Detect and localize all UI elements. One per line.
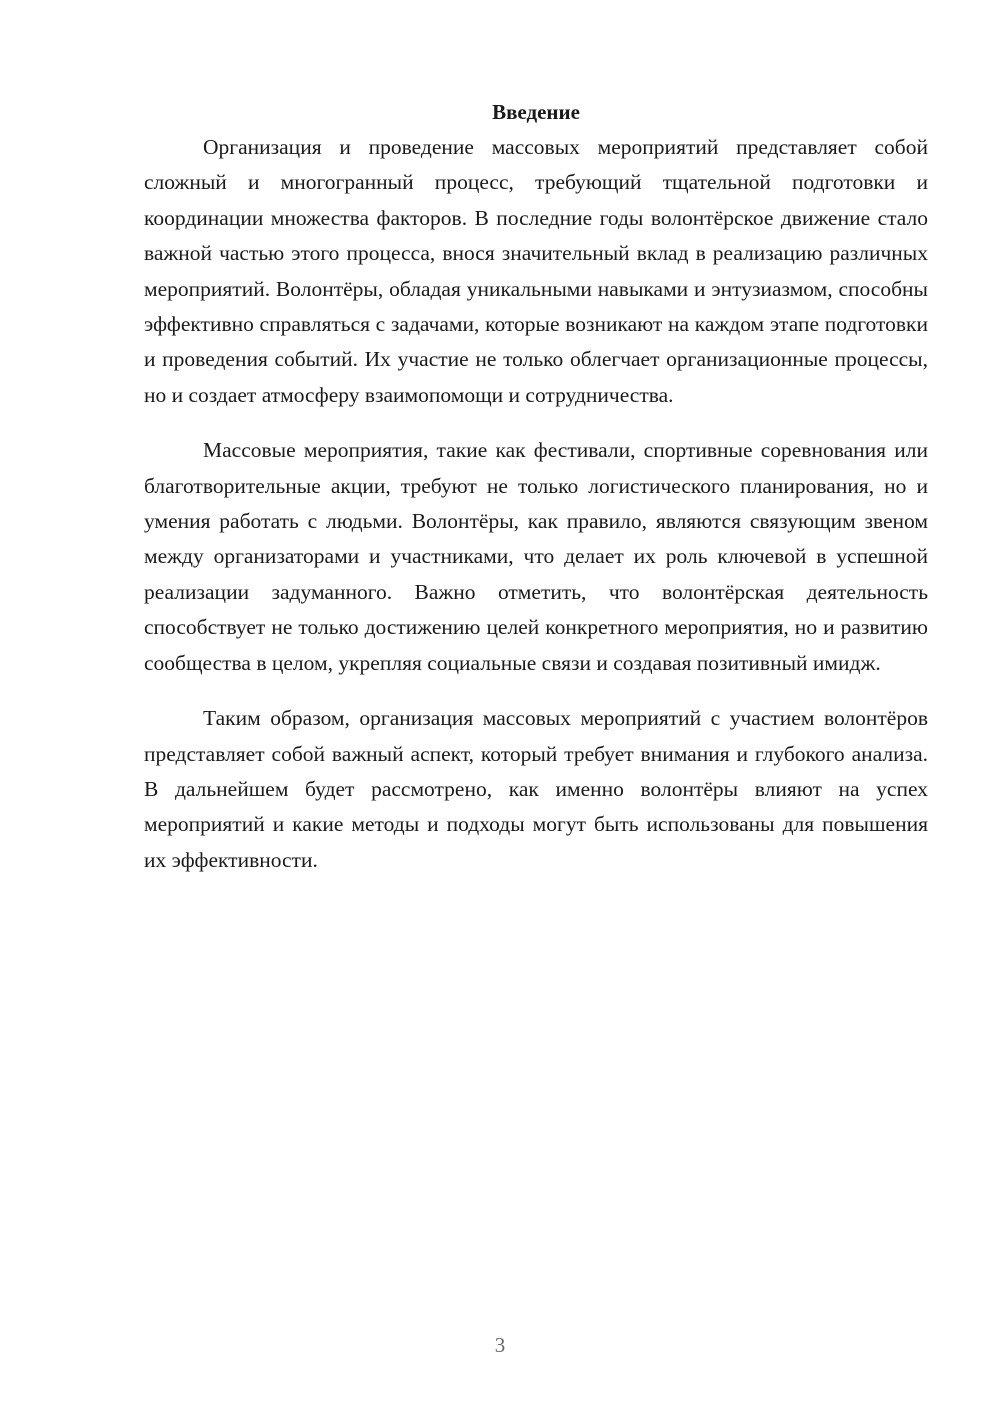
paragraph-3: Таким образом, организация массовых мероприятий с участием волонтёров представляет собой важный аспект, который требует внимания и глубокого анализа. В дальнейшем будет рассмотрено, как именно волонтёры влияют на успех мероприятий и какие методы и подходы могут быть использованы для повышения их эффективности. <box>144 706 928 872</box>
page-number: 3 <box>494 1333 506 1357</box>
paragraph-2: Массовые мероприятия, такие как фестивали, спортивные соревнования или благотворительные акции, требуют не только логистического планирования, но и умения работать с людьми. Волонтёры, как правило, являются связующим звеном между организаторами и участниками, что делает их роль ключевой в успешной реализации задуманного. Важно отметить, что волонтёрская деятельность способствует не только достижению целей конкретного мероприятия, но и развитию сообщества в целом, укрепляя социальные связи и создавая позитивный имидж. <box>144 438 928 675</box>
section-title: Введение <box>492 100 580 124</box>
page-content <box>144 94 928 898</box>
paragraph-1: Организация и проведение массовых мероприятий представляет собой сложный и многогранный процесс, требующий тщательной подготовки и координации множества факторов. В последние годы волонтёрское движение стало важной частью этого процесса, внося значительный вклад в реализацию различных мероприятий. Волонтёры, обладая уникальными навыками и энтузиазмом, способны эффективно справляться с задачами, которые возникают на каждом этапе подготовки и проведения событий. Их участие не только облегчает организационные процессы, но и создает атмосферу взаимопомощи и сотрудничества. <box>144 135 928 407</box>
